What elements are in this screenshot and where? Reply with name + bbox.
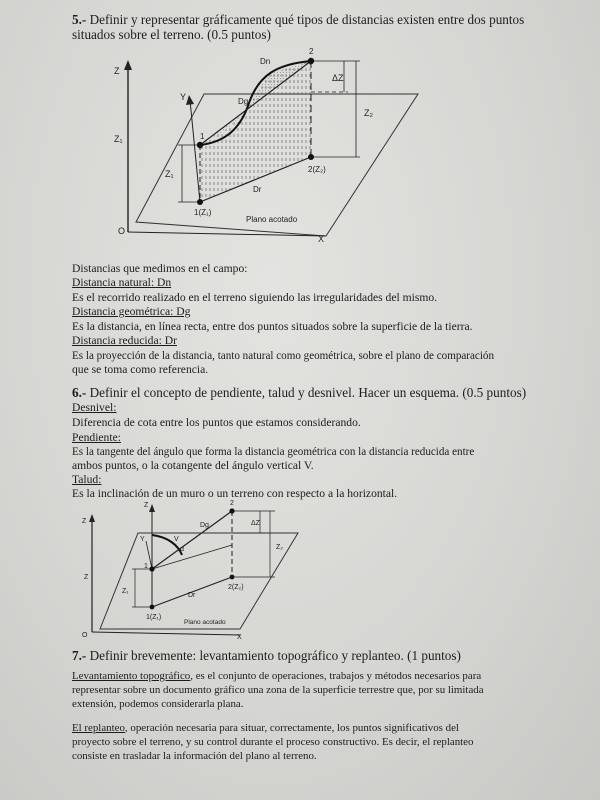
- slope-figure: [80, 497, 305, 639]
- q5-title-line2: situados sobre el terreno. (0.5 puntos): [72, 27, 271, 42]
- z1-side-label: Z₁: [114, 134, 123, 144]
- point-1-label: 1: [200, 132, 205, 141]
- dr-label-2: Dr: [188, 592, 196, 599]
- distance-figure: [108, 44, 433, 249]
- dn-text: Es el recorrido realizado en el terreno siguiendo las irregularidades del mismo.: [72, 291, 438, 304]
- q7-title-text: Definir brevemente: levantamiento topográfico y replanteo. (1 puntos): [86, 648, 461, 663]
- point-1z-label-2: 1(Z₁): [146, 614, 162, 621]
- dn-label: Dn: [260, 57, 271, 66]
- q7-number: 7.-: [72, 648, 87, 663]
- levantamiento-text-1: , es el conjunto de operaciones, trabajos y métodos necesarios para: [190, 670, 482, 682]
- point-2z-label-2: 2(Z₂): [228, 584, 244, 591]
- q6-number: 6.-: [72, 385, 87, 400]
- alpha-label: α: [180, 546, 185, 553]
- replanteo-line1: [72, 721, 459, 735]
- point-1-label-2: 1: [144, 563, 148, 570]
- point-1-fig2: [149, 566, 154, 571]
- y-axis-label-2: Y: [140, 536, 145, 543]
- levantamiento-heading: Levantamiento topográfico: [72, 670, 191, 682]
- q6-title-text: Definir el concepto de pendiente, talud y desnivel. Hacer un esquema. (0.5 puntos): [86, 385, 527, 400]
- dg-line-2: [152, 511, 232, 569]
- dr-label: Dr: [253, 185, 262, 194]
- point-2-label: 2: [309, 47, 314, 56]
- replanteo-line2: proyecto sobre el terreno, y su control durante el proceso constructivo. Es decir, el replanteo: [72, 736, 474, 748]
- x-axis-label-2: X: [237, 634, 242, 639]
- z-axis-label-2: Z: [82, 518, 87, 525]
- levantamiento-line1: [72, 669, 481, 683]
- talud-heading: Talud:: [72, 473, 102, 486]
- z1-label-2: Z₁: [122, 588, 129, 595]
- point-2z-label: 2(Z₂): [308, 165, 326, 174]
- horizontal-from-1: [152, 545, 232, 569]
- desnivel-heading: Desnivel:: [72, 401, 117, 414]
- dg-label: Dg: [238, 97, 249, 106]
- origin-label: O: [118, 226, 126, 236]
- point-2-label-2: 2: [230, 500, 234, 507]
- point-1-projection: [197, 199, 203, 205]
- q5-title-text: Definir y representar gráficamente qué tipos de distancias existen entre dos puntos: [86, 12, 525, 27]
- q7-title: [72, 648, 461, 663]
- talud-text: Es la inclinación de un muro o un terreno con respecto a la horizontal.: [72, 487, 398, 500]
- q5-intro: Distancias que medimos en el campo:: [72, 262, 248, 275]
- point-2-fig2: [229, 508, 234, 513]
- pendiente-heading: Pendiente:: [72, 431, 121, 444]
- replanteo-line3: consiste en trasladar la información del plano al terreno.: [72, 750, 317, 762]
- replanteo-heading: El replanteo: [72, 722, 125, 734]
- dg-label-2: Dg: [200, 522, 209, 529]
- y-axis: [190, 100, 200, 202]
- point-2: [308, 58, 314, 64]
- z-axis-label: Z: [114, 66, 120, 76]
- z2-label-2: Z₂: [276, 544, 283, 551]
- dz-label: ΔZ: [332, 73, 344, 83]
- plane-label-2: Plano acotado: [184, 619, 226, 626]
- z-side-label-2: Z: [84, 574, 89, 581]
- levantamiento-line2: representar sobre un documento gráfico una zona de la superficie terrestre que, por su limitada: [72, 684, 484, 696]
- point-2-projection-fig2: [230, 575, 235, 580]
- dz-label-2: ΔZ: [251, 520, 260, 527]
- pendiente-text-line2: ambos puntos, o la cotangente del ángulo vertical V.: [72, 459, 314, 472]
- q5-number: 5.-: [72, 12, 87, 27]
- levantamiento-line3: extensión, podemos considerarla plana.: [72, 698, 244, 710]
- v-label: V: [174, 536, 179, 543]
- z-axis-2-arrow: [89, 514, 95, 522]
- dg-heading: Distancia geométrica: Dg: [72, 305, 191, 318]
- dg-text: Es la distancia, en línea recta, entre dos puntos situados sobre la superficie de la tierra.: [72, 320, 473, 333]
- point-2-projection: [308, 154, 314, 160]
- z1-label: Z₁: [165, 169, 174, 179]
- dr-text-line2: que se toma como referencia.: [72, 363, 209, 376]
- pendiente-text-line1: Es la tangente del ángulo que forma la distancia geométrica con la distancia reducida entre: [72, 446, 475, 458]
- point-1: [197, 142, 203, 148]
- y-axis-label: Y: [180, 92, 187, 102]
- origin-label-2: O: [82, 632, 88, 639]
- point-1z-label: 1(Z₁): [194, 208, 212, 217]
- z2-label: Z₂: [364, 108, 373, 118]
- dn-heading: Distancia natural: Dn: [72, 276, 172, 289]
- desnivel-text: Diferencia de cota entre los puntos que estamos considerando.: [72, 416, 361, 429]
- q5-title-line1: [72, 12, 524, 27]
- replanteo-text-1: , operación necesaria para situar, correctamente, los puntos significativos del: [124, 722, 459, 734]
- point-1-projection-fig2: [150, 605, 155, 610]
- z-axis-point1-arrow: [149, 504, 155, 512]
- y-axis-arrow: [186, 95, 194, 105]
- x-axis-label: X: [318, 234, 325, 244]
- q6-title: [72, 385, 526, 400]
- reference-plane-2: [100, 533, 298, 629]
- z-axis-point1-label: Z: [144, 502, 149, 509]
- z-axis-arrow: [124, 60, 132, 70]
- dr-heading: Distancia reducida: Dr: [72, 334, 177, 347]
- hatched-section: [200, 61, 311, 202]
- x-axis-2: [92, 632, 240, 635]
- plane-label: Plano acotado: [246, 215, 298, 224]
- dr-text-line1: Es la proyección de la distancia, tanto natural como geométrica, sobre el plano de comparación: [72, 350, 495, 362]
